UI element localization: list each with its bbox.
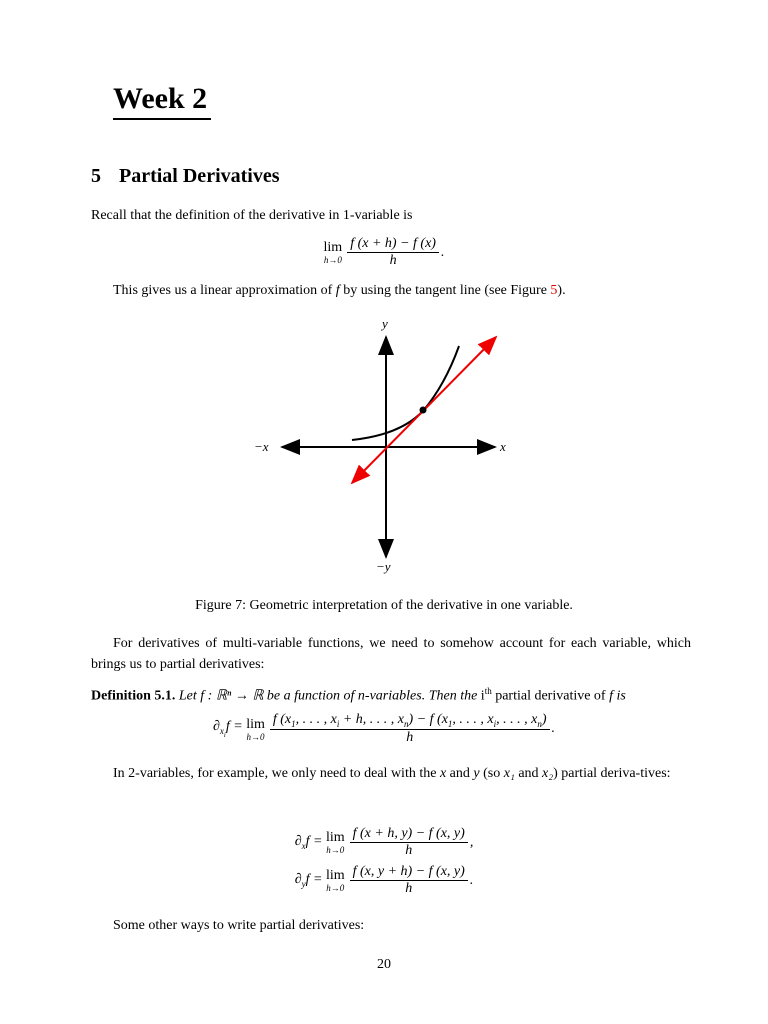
two-var-text-2: ) partial deriva-tives: [553,766,671,781]
tangent-var-f: f [335,283,340,298]
two-var-so: (so [479,766,504,781]
derivative-definition-equation: lim h→0 $\frac{f (x + h) - f (x)}{h}$ . [323,236,445,269]
def-i: i [480,688,485,704]
def-text-3: -variables. Then the [364,688,481,704]
partial-derivative-definition-equation: $\partial_{x_i}f$ = lim h→0 f ($x_1$, . . . , $x_i + h$, . . . , $x_n) - f$ ($x_1$, . . . , $x_i$, . . . , $x_n$) h . [212,712,556,746]
other-ways-paragraph: Some other ways to write partial derivatives: [113,918,365,933]
figure-reference-link[interactable]: 5 [550,283,558,298]
tangent-text-3: ). [557,283,566,298]
two-var-x2: x₂ [542,766,554,781]
def-text-4: partial derivative of [491,688,610,704]
definition-5-1 [91,685,691,707]
two-var-and2: and [514,766,543,781]
definition-label: Definition 5.1. [91,688,176,704]
neg-x-axis-label: −x [254,439,269,454]
def-text-1: Let [175,688,201,704]
def-text-5: is [613,688,626,704]
tangent-text-1: This gives us a linear approximation of [113,283,336,298]
section-title: Partial Derivatives [119,165,280,187]
page-number: 20 [377,957,391,972]
two-var-and: and [446,766,474,781]
section-number: 5 [91,165,101,187]
figure-caption: Figure 7: Geometric interpretation of the derivative in one variable. [195,598,573,613]
neg-y-axis-label: −y [376,559,391,574]
derivative-figure [250,310,520,585]
tangent-line-paragraph [91,280,691,301]
two-var-y: y [473,766,480,781]
partial-x-equation: $\partial_xf$ = lim h→0 $\frac{f (x + h, y) - f (x, y)}{h}$ , [294,826,474,859]
def-map: f : ℝⁿ → ℝ [200,688,264,704]
function-curve [352,346,459,440]
x-axis-label: x [500,439,506,454]
def-n: n [357,688,365,704]
two-var-x: x [439,766,447,781]
def-th: th [484,686,492,696]
two-variable-paragraph [91,763,691,784]
two-var-x1: x₁ [503,766,515,781]
tangent-text-2: by using the tangent line (see Figure [339,283,551,298]
multi-variable-paragraph: For derivatives of multi-variable functions, we need to somehow account for each variable, which brings us to partial derivatives: [91,636,691,672]
week-title: Week 2 [113,82,208,115]
intro-paragraph: Recall that the definition of the derivative in 1-variable is [91,208,413,223]
partial-y-equation: $\partial_yf$ = lim h→0 $\frac{f (x, y + h) - f (x, y)}{h}$ . [294,864,474,897]
two-var-text-1: In 2-variables, for example, we only need to deal with the [113,766,440,781]
tangent-point [420,407,427,414]
section-heading [91,165,280,188]
def-text-2: be a function of [263,688,358,704]
y-axis-label: y [382,316,388,331]
week-title-underline [113,118,211,120]
def-f: f [609,688,613,704]
